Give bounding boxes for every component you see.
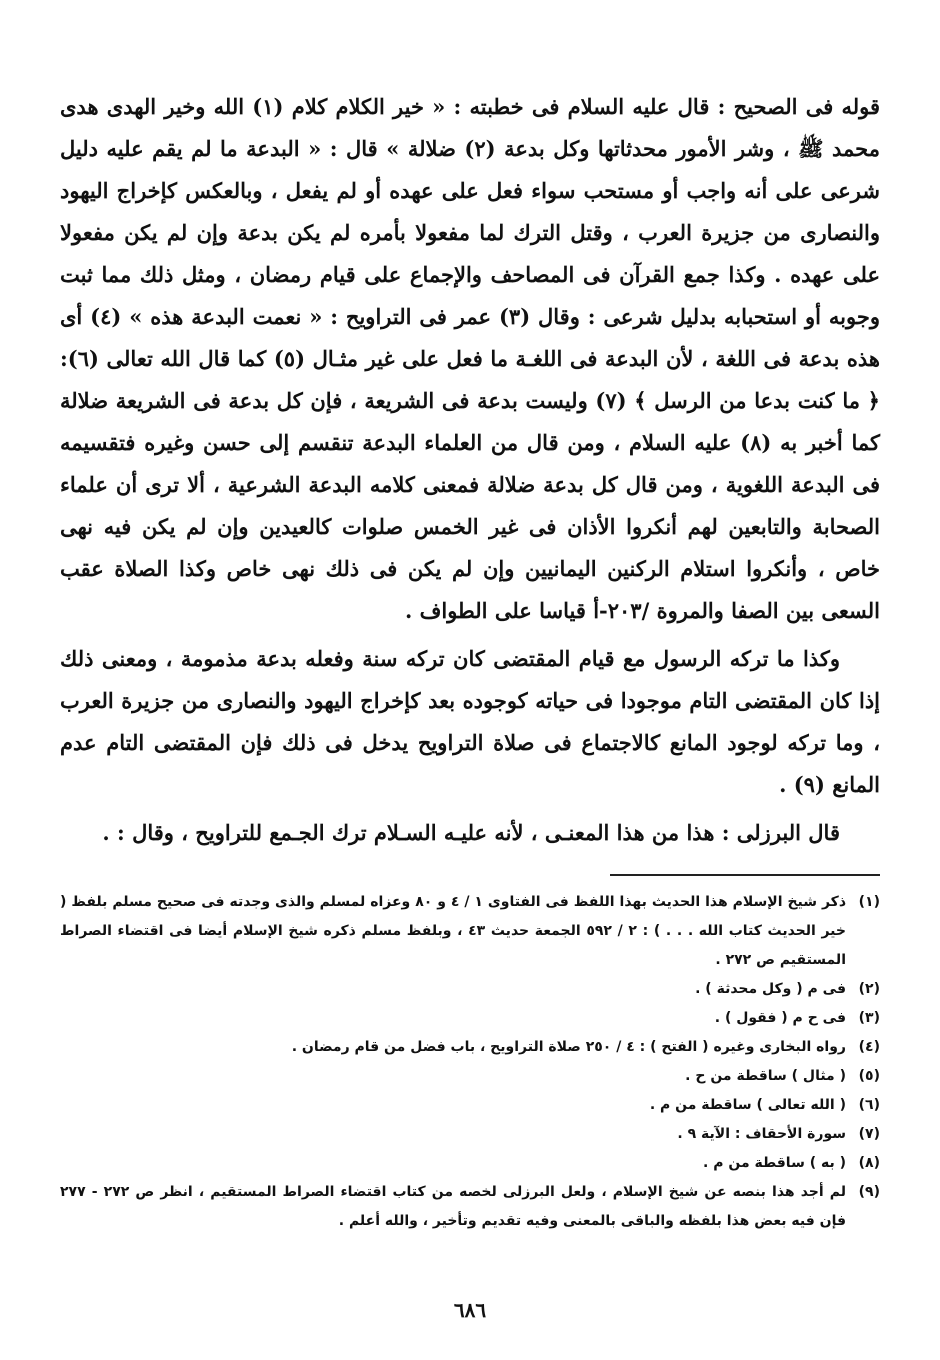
footnote-3	[60, 1004, 880, 1033]
footnote-5	[60, 1062, 880, 1091]
paragraph-2: وكذا ما تركه الرسول مع قيام المقتضى كان تركه سنة وفعله بدعة مذمومة ، ومعنى ذلك إذا كان المقتضى التام موجودا فى حياته كوجوده بعد كإخراج اليهود والنصارى من جزيرة العرب ، وما تركه لوجود المانع كالاجتماع فى صلاة التراويح يدخل فى ذلك فإن المقتضى التام عدم المانع (٩) .	[60, 646, 880, 797]
footnote-number: (٩)	[858, 1184, 880, 1200]
footnote-number: (٢)	[858, 981, 880, 997]
main-text-block	[60, 86, 880, 854]
footnote-text: ( الله تعالى ) ساقطة من م .	[649, 1097, 846, 1113]
footnote-text: فى م ( وكل محدثة ) .	[695, 981, 846, 997]
footnote-text: سورة الأحقاف : الآية ٩ .	[677, 1126, 846, 1142]
footnote-text: ذكر شيخ الإسلام هذا الحديث بهذا اللفظ فى الفتاوى ١ / ٤ و ٨٠ وعزاه لمسلم والذى وجدته فى صحيح مسلم بلفظ ( خير الحديث كتاب الله . . . ) : ٢ / ٥٩٢ الجمعة حديث ٤٣ ، وبلفظ مسلم ذكره شيخ الإسلام أيضا فى اقتضاء الصراط المستقيم ص ٢٧٢ .	[60, 894, 847, 968]
body-text	[60, 86, 880, 854]
footnote-4	[60, 1033, 880, 1062]
footnote-number: (٣)	[858, 1010, 880, 1026]
footnote-text: رواه البخارى وغيره ( الفتح ) : ٤ / ٢٥٠ صلاة التراويح ، باب فضل من قام رمضان .	[291, 1039, 846, 1055]
footnote-2	[60, 975, 880, 1004]
footnote-text: ( مثال ) ساقطة من ح .	[685, 1068, 846, 1084]
footnote-number: (٨)	[858, 1155, 880, 1171]
footnotes	[60, 888, 880, 1236]
footnote-6	[60, 1091, 880, 1120]
footnote-8	[60, 1149, 880, 1178]
footnote-number: (٦)	[858, 1097, 880, 1113]
footnote-1	[60, 888, 880, 975]
footnote-text: فى ح م ( فقول ) .	[714, 1010, 846, 1026]
footnote-number: (٧)	[858, 1126, 880, 1142]
footnote-number: (٤)	[858, 1039, 880, 1055]
footnote-separator	[610, 874, 880, 876]
page-number: ٦٨٦	[453, 1298, 487, 1322]
paragraph-3: قال البرزلى : هذا من هذا المعنـى ، لأنه عليـه السـلام ترك الجـمع للتراويح ، وقال : .	[102, 820, 840, 845]
paragraph-1: قوله فى الصحيح : قال عليه السلام فى خطبته : « خير الكلام كلام (١) الله وخير الهدى هدى محمد ﷺ ، وشر الأمور محدثاتها وكل بدعة (٢) ضلالة » قال : « البدعة ما لم يقم عليه دليل شرعى على أنه واجب أو مستحب سواء فعل على عهده أو لم يفعل ، وبالعكس كإخراج اليهود والنصارى من جزيرة العرب ، وقتل الترك لما مفعولا بأمره لم يكن بدعة وإن لم يكن مفعولا على عهده . وكذا جمع القرآن فى المصاحف والإجماع على قيام رمضان ، ومثل ذلك مما ثبت وجوبه أو استحبابه بدليل شرعى : وقال (٣) عمر فى التراويح : « نعمت البدعة هذه » (٤) أى هذه بدعة فى اللغة ، لأن البدعة فى اللغـة ما فعل على غير مثـال (٥) كما قال الله تعالى (٦): ﴿ ما كنت بدعا من الرسل ﴾ (٧) وليست بدعة فى الشريعة ، فإن كل بدعة فى الشريعة ضلالة كما أخبر به (٨) عليه السلام ، ومن قال من العلماء البدعة تنقسم إلى حسن وغيره فتقسيمه فى البدعة اللغوية ، ومن قال كل بدعة ضلالة فمعنى كلامه البدعة الشرعية ، ألا ترى أن علماء الصحابة والتابعين لهم أنكروا الأذان فى غير الخمس صلوات كالعيدين وإن لم يكن فيه نهى خاص ، وأنكروا استلام الركنين اليمانيين وإن لم يكن فى ذلك نهى خاص وكذا الصلاة عقب السعى بين الصفا والمروة /٢٠٣-أ قياسا على الطواف .	[60, 94, 881, 623]
footnote-number: (١)	[858, 894, 880, 910]
footnote-number: (٥)	[858, 1068, 880, 1084]
footnote-9	[60, 1178, 880, 1236]
footnote-text: ( به ) ساقطة من م .	[703, 1155, 846, 1171]
footnote-7	[60, 1120, 880, 1149]
footnote-text: لم أجد هذا بنصه عن شيخ الإسلام ، ولعل البرزلى لخصه من كتاب اقتضاء الصراط المستقيم ، انظر ص ٢٧٢ - ٢٧٧ فإن فيه بعض هذا بلفظه والباقى بالمعنى وفيه تقديم وتأخير ، والله أعلم .	[60, 1184, 847, 1229]
